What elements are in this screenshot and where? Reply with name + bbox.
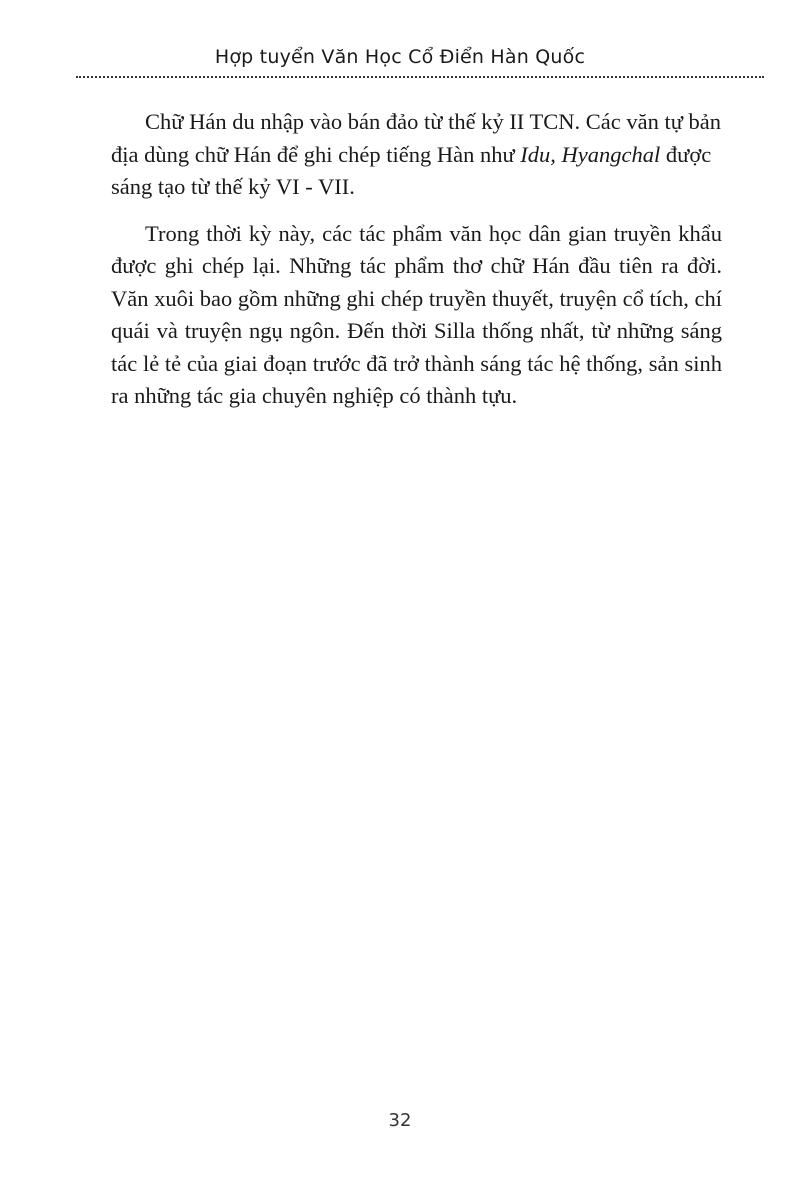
header-dotted-rule [76,76,764,78]
paragraph-1-text-after: được sáng tạo từ thế kỷ VI - VII. [111,141,712,199]
paragraph-1 [111,106,722,204]
paragraph-1-italic-terms: Idu, Hyangchal [520,141,661,167]
paragraph-2: Trong thời kỳ này, các tác phẩm văn học dân gian truyền khẩu được ghi chép lại. Những tác phẩm thơ chữ Hán đầu tiên ra đời. Văn xuôi bao gồm những ghi chép truyền thuyết, truyện cổ tích, chí quái và truyện ngụ ngôn. Đến thời Silla thống nhất, từ những sáng tác lẻ tẻ của giai đoạn trước đã trở thành sáng tác hệ thống, sản sinh ra những tác gia chuyên nghiệp có thành tựu. [111,220,722,408]
running-header: Hợp tuyển Văn Học Cổ Điển Hàn Quốc [214,46,586,68]
page-number: 32 [388,1110,412,1131]
paragraph-1-text-before: Chữ Hán du nhập vào bán đảo từ thế kỷ II TCN. Các văn tự bản địa dùng chữ Hán để ghi chép tiếng Hàn như [111,109,722,167]
body-text [111,106,722,427]
